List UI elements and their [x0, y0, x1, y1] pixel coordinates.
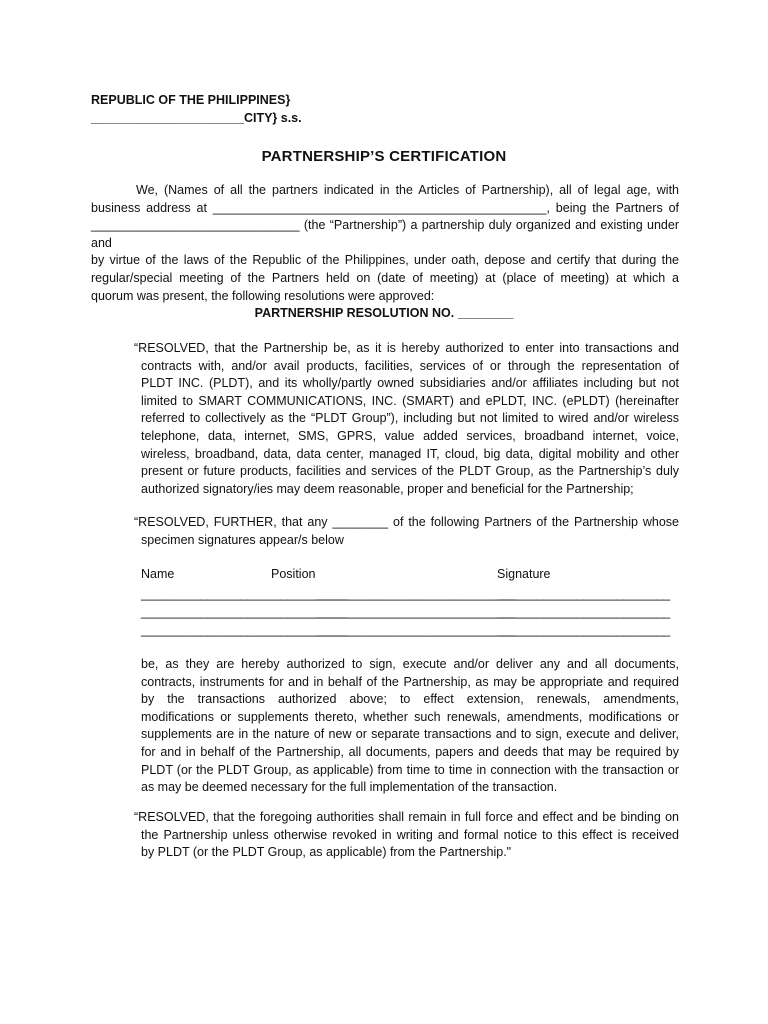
paragraph-line: by virtue of the laws of the Republic of the Philippines, under oath, depose and certify that during the	[91, 253, 679, 268]
paragraph-line: quorum was present, the following resolutions were approved:	[91, 288, 435, 303]
paragraph-line: be, as they are hereby authorized to sign, execute and/or deliver any and all documents,	[141, 657, 679, 671]
paragraph-line: wireless, broadband, data, data center, managed IT, cloud, big data, digital mobility and other	[141, 446, 679, 461]
paragraph-line: for and in behalf of the Partnership, all documents, papers and deeds that may be required by	[141, 744, 679, 759]
paragraph-line: present or future products, facilities and services of the PLDT Group, as the Partnership’s duly	[141, 464, 679, 479]
paragraph-line: modifications or supplements thereto, whether such renewals, amendments, modifications or	[141, 709, 679, 724]
name-column-header: Name	[141, 567, 175, 581]
signature-column-header: Signature	[497, 567, 551, 581]
position-blank[interactable]: ______________________________	[316, 623, 516, 637]
paragraph-line: specimen signatures appear/s below	[141, 532, 344, 547]
city-header: ______________________CITY} s.s.	[91, 111, 302, 125]
resolution-3-paragraph	[134, 809, 679, 862]
resolution-heading: PARTNERSHIP RESOLUTION NO. ________	[254, 306, 514, 320]
paragraph-line: by PLDT (or the PLDT Group, as applicable) from the Partnership."	[141, 845, 512, 860]
paragraph-line: limited to SMART COMMUNICATIONS, INC. (SMART) and ePLDT, INC. (ePLDT) (hereinafter	[141, 393, 679, 408]
paragraph-line: contracts with, and/or avail products, facilities, services of or through the representation of	[141, 358, 679, 373]
resolution-2-paragraph	[134, 514, 679, 549]
signature-blank[interactable]: __________________________	[497, 587, 670, 601]
name-blank[interactable]: _______________________________	[141, 587, 348, 601]
paragraph-line: “RESOLVED, that the foregoing authorities shall remain in full force and effect and be binding on	[134, 810, 679, 824]
paragraph-line: by the transactions authorized above; to effect extension, renewals, amendments,	[141, 692, 679, 707]
paragraph-line: supplements are in the nature of new or separate transactions and to sign, execute and deliver,	[141, 727, 679, 742]
name-blank[interactable]: _______________________________	[141, 623, 348, 637]
document-title: PARTNERSHIP’S CERTIFICATION	[261, 148, 507, 165]
paragraph-line: “RESOLVED, that the Partnership be, as it is hereby authorized to enter into transactions and	[134, 341, 679, 355]
paragraph-line: referred to collectively as the “PLDT Group”), including but not limited to wired and/or wireless	[141, 411, 679, 426]
paragraph-line: business address at ________________________________________________, being the Partners of	[91, 200, 679, 215]
paragraph-line: PLDT INC. (PLDT), and its wholly/partly owned subsidiaries and/or affiliates including but not	[141, 376, 679, 391]
paragraph-line: “RESOLVED, FURTHER, that any ________ of the following Partners of the Partnership whose	[134, 515, 679, 529]
authority-paragraph	[141, 656, 679, 797]
name-blank[interactable]: _______________________________	[141, 605, 348, 619]
paragraph-line: as may be deemed necessary for the full implementation of the transaction.	[141, 780, 558, 795]
signature-blank[interactable]: __________________________	[497, 623, 670, 637]
resolution-1-paragraph	[134, 340, 679, 498]
signature-blank[interactable]: __________________________	[497, 605, 670, 619]
intro-paragraph	[91, 182, 679, 305]
position-column-header: Position	[271, 567, 316, 581]
paragraph-line: PLDT (or the PLDT Group, as applicable) from time to time in connection with the transaction or	[141, 762, 679, 777]
position-blank[interactable]: ______________________________	[316, 605, 516, 619]
paragraph-line: the Partnership unless otherwise revoked in writing and formal notice to this effect is received	[141, 827, 679, 842]
paragraph-line: We, (Names of all the partners indicated in the Articles of Partnership), all of legal age, with	[136, 183, 679, 197]
republic-header: REPUBLIC OF THE PHILIPPINES}	[91, 93, 291, 107]
paragraph-line: regular/special meeting of the Partners held on (date of meeting) at (place of meeting) at which a	[91, 270, 679, 285]
paragraph-line: contracts, instruments for and in behalf of the Partnership, as may be appropriate and required	[141, 674, 679, 689]
paragraph-line: ______________________________ (the “Partnership”) a partnership duly organized and existing under and	[91, 218, 679, 250]
paragraph-line: telephone, data, internet, SMS, GPRS, value added services, broadband internet, voice,	[141, 428, 679, 443]
position-blank[interactable]: ______________________________	[316, 587, 516, 601]
paragraph-line: authorized signatory/ies may deem reasonable, proper and beneficial for the Partnership;	[141, 481, 634, 496]
